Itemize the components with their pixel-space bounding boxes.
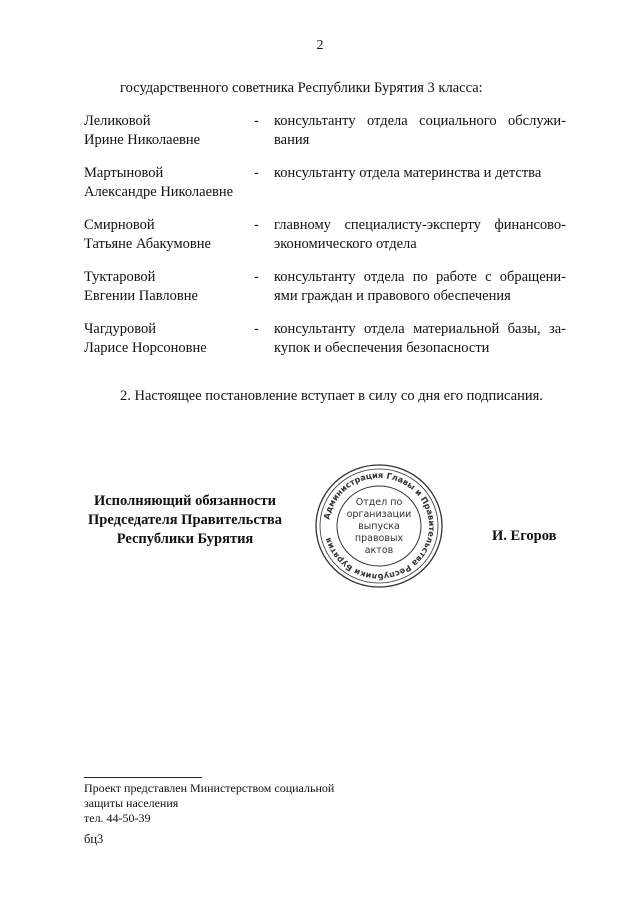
entry-dash: - xyxy=(254,113,259,129)
stamp-line-2: организации xyxy=(346,509,412,520)
intro-text: государственного советника Республики Бурятия 3 класса: xyxy=(120,80,483,96)
stamp-line-5: актов xyxy=(364,545,394,556)
employee-surname: Туктаровой xyxy=(84,269,156,285)
stamp-line-3: выпуска xyxy=(358,521,400,532)
page-number: 2 xyxy=(316,38,324,53)
point-2-text: 2. Настоящее постановление вступает в силу со дня его подписания. xyxy=(120,388,543,404)
employee-name xyxy=(84,112,254,150)
official-stamp xyxy=(313,462,445,590)
employee-position: консультанту отдела материальной базы, за-купок и обеспечения безопасности xyxy=(274,321,566,356)
signer-title-line-1: Исполняющий обязанности xyxy=(93,493,277,509)
footnote-divider xyxy=(84,777,202,778)
entry-dash: - xyxy=(254,321,259,337)
signer-title-line-2: Председателя Правительства xyxy=(88,512,282,528)
employee-name xyxy=(84,320,254,358)
footnote-line-2: защиты населения xyxy=(84,796,179,810)
employee-name xyxy=(84,216,254,254)
employee-given-names: Татьяне Абакумовне xyxy=(84,236,211,252)
footnote-line-1: Проект представлен Министерством социальной xyxy=(84,781,335,795)
stamp-line-4: правовых xyxy=(354,533,404,544)
stamp-ring-text: Администрация Главы и Правительства Республики Бурятия xyxy=(321,469,438,583)
entry-dash: - xyxy=(254,269,259,285)
employee-position: главному специалисту-эксперту финансово-экономического отдела xyxy=(274,217,566,252)
employee-surname: Чагдуровой xyxy=(84,321,156,337)
employee-name xyxy=(84,164,254,202)
employee-position: консультанту отдела материнства и детства xyxy=(274,165,542,181)
employee-given-names: Александре Николаевне xyxy=(84,184,234,200)
employee-name xyxy=(84,268,254,306)
employee-position: консультанту отдела по работе с обращени-ями граждан и правового обеспечения xyxy=(274,269,566,304)
document-code: бц3 xyxy=(84,832,104,846)
employee-surname: Мартыновой xyxy=(84,165,164,181)
footnote xyxy=(84,781,334,826)
footnote-phone: тел. 44-50-39 xyxy=(84,811,151,825)
employee-surname: Леликовой xyxy=(84,113,151,129)
signer-name: И. Егоров xyxy=(492,528,557,544)
signer-title xyxy=(70,492,300,549)
employee-given-names: Ирине Николаевне xyxy=(84,132,201,148)
employee-given-names: Ларисе Норсоновне xyxy=(84,340,207,356)
stamp-line-1: Отдел по xyxy=(355,497,403,508)
employee-given-names: Евгении Павловне xyxy=(84,288,198,304)
employee-position: консультанту отдела социального обслужи-вания xyxy=(274,113,566,148)
employee-surname: Смирновой xyxy=(84,217,155,233)
entry-dash: - xyxy=(254,165,259,181)
signer-title-line-3: Республики Бурятия xyxy=(116,531,254,547)
entry-dash: - xyxy=(254,217,259,233)
